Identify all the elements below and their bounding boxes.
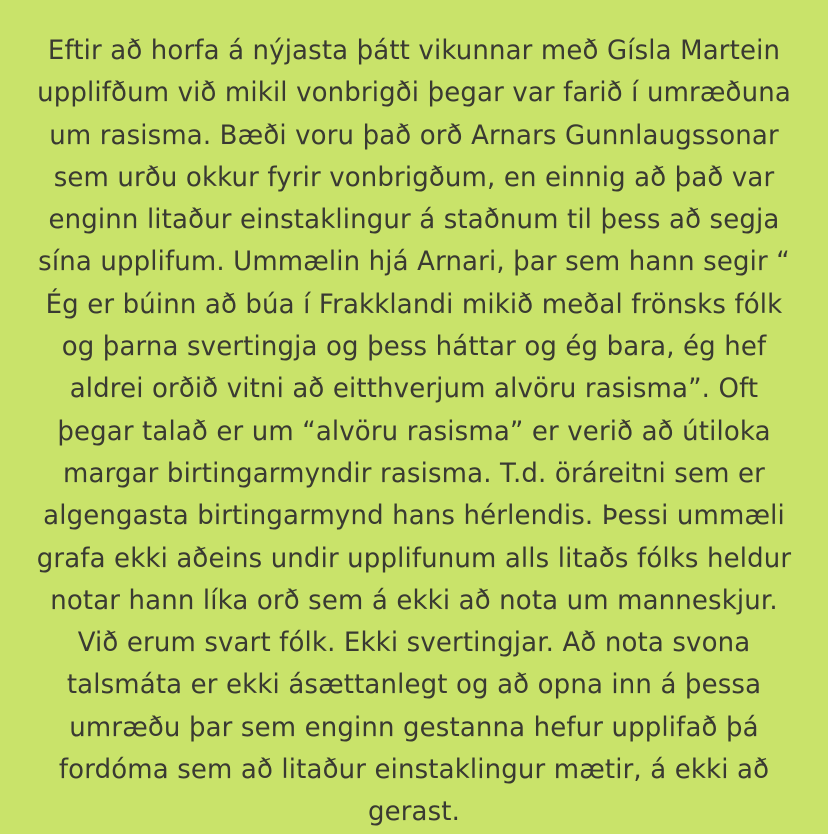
text-line: sína upplifum. Ummælin hjá Arnari, þar sem hann segir “ bbox=[38, 246, 790, 278]
text-line: um rasisma. Bæði voru það orð Arnars Gunnlaugssonar bbox=[49, 119, 779, 151]
text-line: fordóma sem að litaður einstaklingur mætir, á ekki að bbox=[58, 754, 770, 786]
text-line: Ég er búinn að búa í Frakklandi mikið meðal frönsks fólk bbox=[45, 288, 783, 320]
text-line: og þarna svertingja og þess háttar og ég bara, ég hef bbox=[61, 331, 767, 363]
text-line: þegar talað er um “alvöru rasisma” er verið að útiloka bbox=[57, 415, 771, 447]
article-text bbox=[0, 30, 828, 834]
text-line: talsmáta er ekki ásættanlegt og að opna inn á þessa bbox=[66, 669, 762, 701]
text-line: upplifðum við mikil vonbrigði þegar var farið í umræðuna bbox=[37, 77, 791, 109]
text-line: Eftir að horfa á nýjasta þátt vikunnar með Gísla Martein bbox=[47, 35, 781, 66]
text-line: umræðu þar sem enginn gestanna hefur upplifað þá bbox=[69, 711, 759, 743]
text-line: margar birtingarmyndir rasisma. T.d. öráreitni sem er bbox=[63, 457, 765, 489]
text-line: algengasta birtingarmynd hans hérlendis. Þessi ummæli bbox=[43, 500, 785, 532]
text-line: grafa ekki aðeins undir upplifunum alls litaðs fólks heldur bbox=[36, 542, 792, 574]
text-line: gerast. bbox=[367, 796, 461, 828]
text-line: enginn litaður einstaklingur á staðnum til þess að segja bbox=[48, 204, 780, 236]
text-line: notar hann líka orð sem á ekki að nota um manneskjur. bbox=[50, 584, 778, 616]
text-line: sem urðu okkur fyrir vonbrigðum, en einnig að það var bbox=[53, 161, 775, 193]
text-line: aldrei orðið vitni að eitthverjum alvöru rasisma”. Oft bbox=[69, 373, 759, 405]
text-line: Við erum svart fólk. Ekki svertingjar. Að nota svona bbox=[77, 627, 751, 659]
